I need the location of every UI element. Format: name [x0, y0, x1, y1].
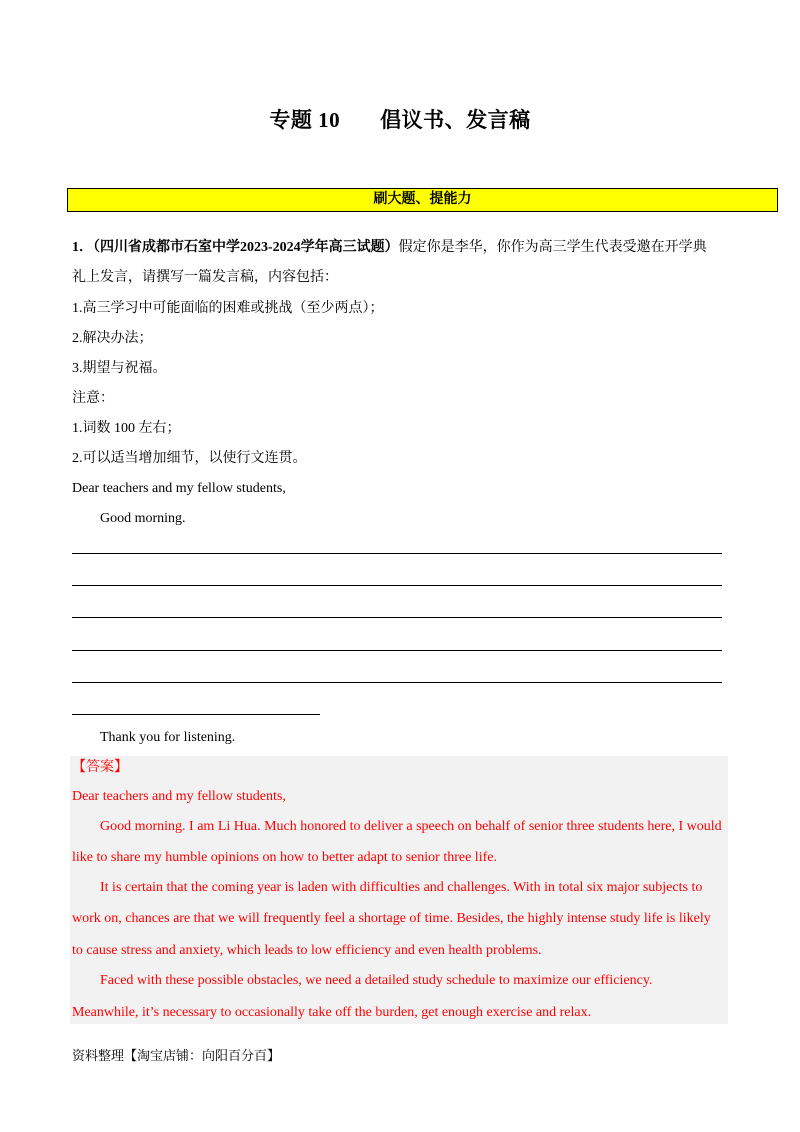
writing-line [72, 553, 722, 554]
note-1: 1.词数 100 左右； [72, 421, 181, 436]
answer-line: Faced with these possible obstacles, we need a detailed study schedule to maximize our efficiency. [100, 973, 653, 988]
writing-line [72, 650, 722, 651]
question-source: （四川省成都市石室中学2023-2024学年高三试题） [93, 240, 399, 255]
question-line-1 [72, 238, 707, 258]
letter-greeting: Dear teachers and my fellow students, [72, 481, 286, 496]
question-prompt-2: 礼上发言，请撰写一篇发言稿，内容包括： [72, 270, 338, 285]
answer-line: Dear teachers and my fellow students, [72, 789, 286, 804]
point-1: 1.高三学习中可能面临的困难或挑战（至少两点）； [72, 301, 384, 316]
footer-note: 资料整理【淘宝店铺：向阳百分百】 [72, 1048, 281, 1063]
page-title [0, 104, 800, 134]
point-3: 3.期望与祝福。 [72, 361, 167, 376]
answer-line: Meanwhile, it’s necessary to occasionally take off the burden, get enough exercise and relax. [72, 1005, 592, 1020]
note-label: 注意： [72, 391, 114, 406]
writing-line [72, 714, 320, 715]
section-banner: 刷大题、提能力 [67, 188, 778, 212]
answer-line: It is certain that the coming year is laden with difficulties and challenges. With in total six major subjects to [100, 880, 703, 895]
writing-line [72, 617, 722, 618]
letter-closing: Thank you for listening. [100, 730, 236, 745]
note-2: 2.可以适当增加细节，以使行文连贯。 [72, 451, 307, 466]
writing-line [72, 682, 722, 683]
point-2: 2.解决办法； [72, 331, 153, 346]
title-topic: 专题 10 [269, 108, 341, 132]
title-name: 倡议书、发言稿 [380, 108, 531, 132]
answer-label: 【答案】 [72, 760, 128, 775]
question-prompt-1: 假定你是李华，你作为高三学生代表受邀在开学典 [398, 240, 707, 255]
question-number: 1． [72, 240, 93, 255]
answer-line: like to share my humble opinions on how to better adapt to senior three life. [72, 850, 497, 865]
answer-line: work on, chances are that we will frequently feel a shortage of time. Besides, the highly intense study life is likely [72, 911, 711, 926]
answer-line: Good morning. I am Li Hua. Much honored to deliver a speech on behalf of senior three students here, I would [100, 819, 722, 834]
letter-opening: Good morning. [100, 511, 186, 526]
writing-line [72, 585, 722, 586]
answer-line: to cause stress and anxiety, which leads to low efficiency and even health problems. [72, 943, 542, 958]
